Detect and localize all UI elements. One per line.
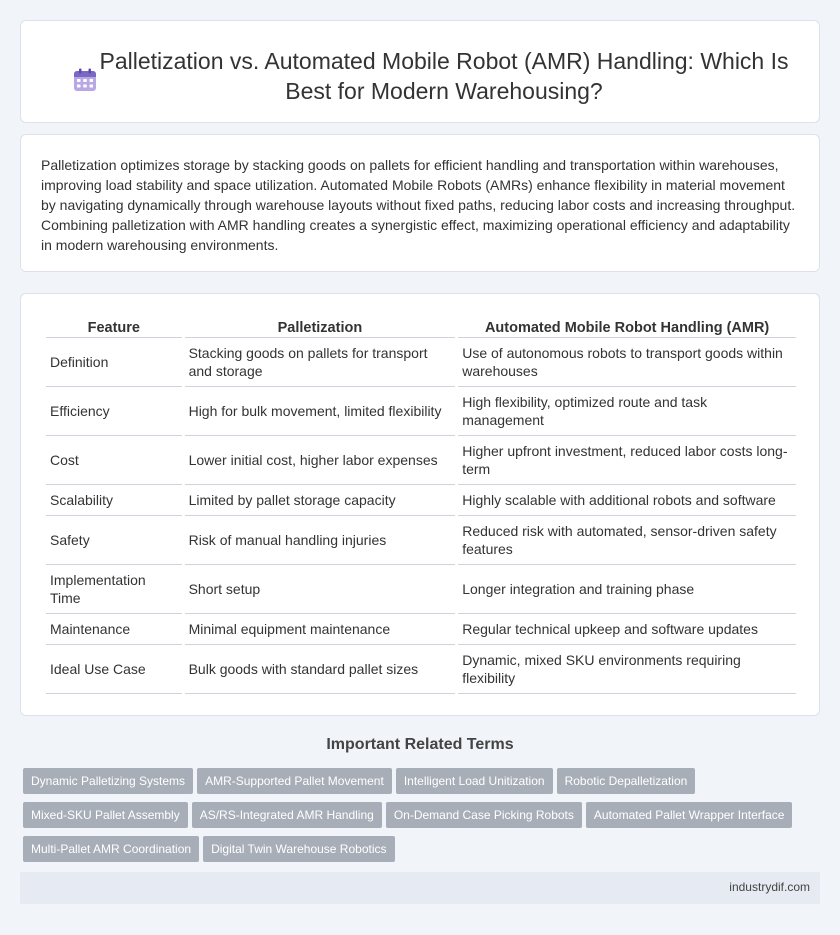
intro-paragraph: Palletization optimizes storage by stacking goods on pallets for efficient handling and transportation within warehouses, improving load stability and space utilization. Automated Mobile Robots (AMRs) enhance flexibility in material movement by navigating dynamically through warehouse layouts without fixed paths, reducing labor costs and increasing throughput. Combining palletization with AMR handling creates a synergistic effect, maximizing operational efficiency and adaptability in modern warehousing environments.	[41, 157, 796, 253]
amr-cell: Regular technical upkeep and software updates	[458, 614, 796, 645]
amr-cell: Highly scalable with additional robots and software	[458, 485, 796, 516]
related-term-tag[interactable]: Robotic Depalletization	[557, 768, 696, 794]
related-term-tag[interactable]: Mixed-SKU Pallet Assembly	[23, 802, 188, 828]
palletization-cell: Limited by pallet storage capacity	[185, 485, 456, 516]
related-term-tag[interactable]: On-Demand Case Picking Robots	[386, 802, 582, 828]
palletization-cell: Bulk goods with standard pallet sizes	[185, 645, 456, 694]
comparison-table	[43, 317, 799, 694]
related-term-tag[interactable]: Multi-Pallet AMR Coordination	[23, 836, 199, 862]
related-term-tag[interactable]: Digital Twin Warehouse Robotics	[203, 836, 394, 862]
amr-cell: Dynamic, mixed SKU environments requiring flexibility	[458, 645, 796, 694]
table-row	[46, 516, 796, 565]
table-row	[46, 436, 796, 485]
related-term-tag[interactable]: Automated Pallet Wrapper Interface	[586, 802, 793, 828]
table-row	[46, 645, 796, 694]
related-terms-tags	[23, 768, 813, 870]
feature-cell: Ideal Use Case	[46, 645, 182, 694]
palletization-cell: Stacking goods on pallets for transport and storage	[185, 338, 456, 387]
amr-cell: Reduced risk with automated, sensor-driven safety features	[458, 516, 796, 565]
table-row	[46, 338, 796, 387]
related-term-tag[interactable]: Dynamic Palletizing Systems	[23, 768, 193, 794]
palletization-cell: Short setup	[185, 565, 456, 614]
table-row	[46, 387, 796, 436]
table-row	[46, 614, 796, 645]
feature-cell: Definition	[46, 338, 182, 387]
amr-cell: Longer integration and training phase	[458, 565, 796, 614]
palletization-cell: High for bulk movement, limited flexibility	[185, 387, 456, 436]
feature-cell: Maintenance	[46, 614, 182, 645]
related-term-tag[interactable]: AMR-Supported Pallet Movement	[197, 768, 392, 794]
footer-site-link[interactable]: industrydif.com	[729, 880, 810, 894]
table-header-row	[46, 317, 796, 338]
title-card	[20, 20, 820, 123]
page-title: Palletization vs. Automated Mobile Robot (AMR) Handling: Which Is Best for Modern Warehousing?	[99, 48, 789, 104]
column-header: Feature	[46, 317, 182, 338]
feature-cell: Cost	[46, 436, 182, 485]
related-term-tag[interactable]: AS/RS-Integrated AMR Handling	[192, 802, 382, 828]
feature-cell: Implementation Time	[46, 565, 182, 614]
amr-cell: Use of autonomous robots to transport goods within warehouses	[458, 338, 796, 387]
column-header: Palletization	[185, 317, 456, 338]
feature-cell: Scalability	[46, 485, 182, 516]
table-row	[46, 485, 796, 516]
feature-cell: Safety	[46, 516, 182, 565]
amr-cell: Higher upfront investment, reduced labor costs long-term	[458, 436, 796, 485]
table-row	[46, 565, 796, 614]
palletization-cell: Risk of manual handling injuries	[185, 516, 456, 565]
footer	[20, 872, 820, 904]
amr-cell: High flexibility, optimized route and task management	[458, 387, 796, 436]
palletization-cell: Lower initial cost, higher labor expenses	[185, 436, 456, 485]
feature-cell: Efficiency	[46, 387, 182, 436]
related-term-tag[interactable]: Intelligent Load Unitization	[396, 768, 553, 794]
column-header: Automated Mobile Robot Handling (AMR)	[458, 317, 796, 338]
comparison-card	[20, 293, 820, 716]
palletization-cell: Minimal equipment maintenance	[185, 614, 456, 645]
related-terms-title: Important Related Terms	[326, 736, 514, 753]
intro-card	[20, 134, 820, 272]
